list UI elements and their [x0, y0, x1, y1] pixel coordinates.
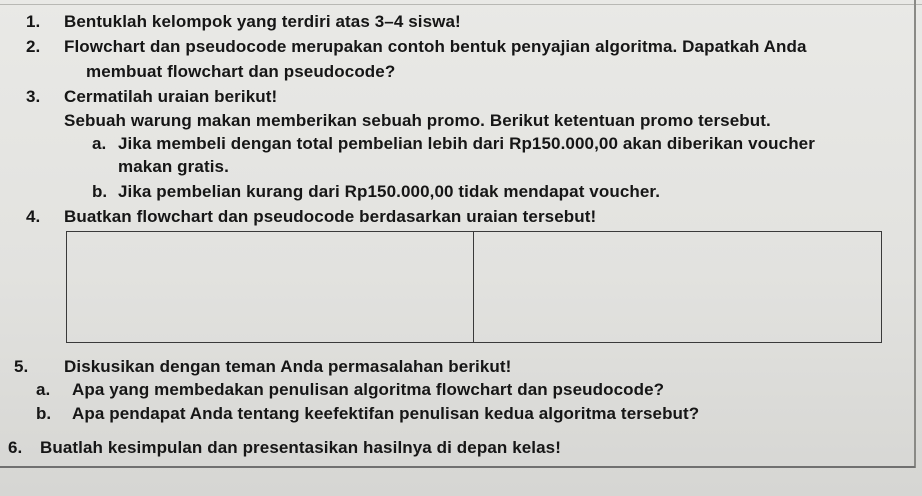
- item-3a-text: Jika membeli dengan total pembelian lebih dari Rp150.000,00 akan diberikan voucher: [118, 134, 815, 153]
- item-3b-letter: b.: [92, 182, 108, 201]
- item-2-text-continued: membuat flowchart dan pseudocode?: [86, 62, 396, 81]
- flowchart-answer-cell[interactable]: [67, 232, 474, 342]
- item-5a-text: Apa yang membedakan penulisan algoritma flowchart dan pseudocode?: [72, 380, 665, 399]
- item-1-text: Bentuklah kelompok yang terdiri atas 3–4 siswa!: [64, 12, 461, 31]
- item-5-number: 5.: [14, 357, 29, 376]
- item-1-number: 1.: [26, 12, 41, 31]
- right-divider: [914, 0, 916, 468]
- item-2-number: 2.: [26, 37, 41, 56]
- item-3b-text: Jika pembelian kurang dari Rp150.000,00 tidak mendapat voucher.: [118, 182, 661, 201]
- pseudocode-answer-cell[interactable]: [474, 232, 881, 342]
- item-5b-letter: b.: [36, 404, 52, 423]
- item-3-intro: Sebuah warung makan memberikan sebuah promo. Berikut ketentuan promo tersebut.: [64, 111, 771, 130]
- item-6-text: Buatlah kesimpulan dan presentasikan hasilnya di depan kelas!: [40, 438, 561, 457]
- item-3a-text-continued: makan gratis.: [118, 157, 229, 176]
- item-5b-text: Apa pendapat Anda tentang keefektifan penulisan kedua algoritma tersebut?: [72, 404, 700, 423]
- item-6-number: 6.: [8, 438, 23, 457]
- item-5a-letter: a.: [36, 380, 51, 399]
- item-4-text: Buatkan flowchart dan pseudocode berdasarkan uraian tersebut!: [64, 207, 597, 226]
- item-3-text: Cermatilah uraian berikut!: [64, 87, 278, 106]
- item-2-text: Flowchart dan pseudocode merupakan contoh bentuk penyajian algoritma. Dapatkah Anda: [64, 37, 807, 56]
- item-3a-letter: a.: [92, 134, 107, 153]
- answer-table: [66, 231, 882, 343]
- top-divider: [0, 4, 922, 5]
- item-4-number: 4.: [26, 207, 41, 226]
- item-3-number: 3.: [26, 87, 41, 106]
- item-5-text: Diskusikan dengan teman Anda permasalahan berikut!: [64, 357, 512, 376]
- bottom-divider: [0, 466, 915, 468]
